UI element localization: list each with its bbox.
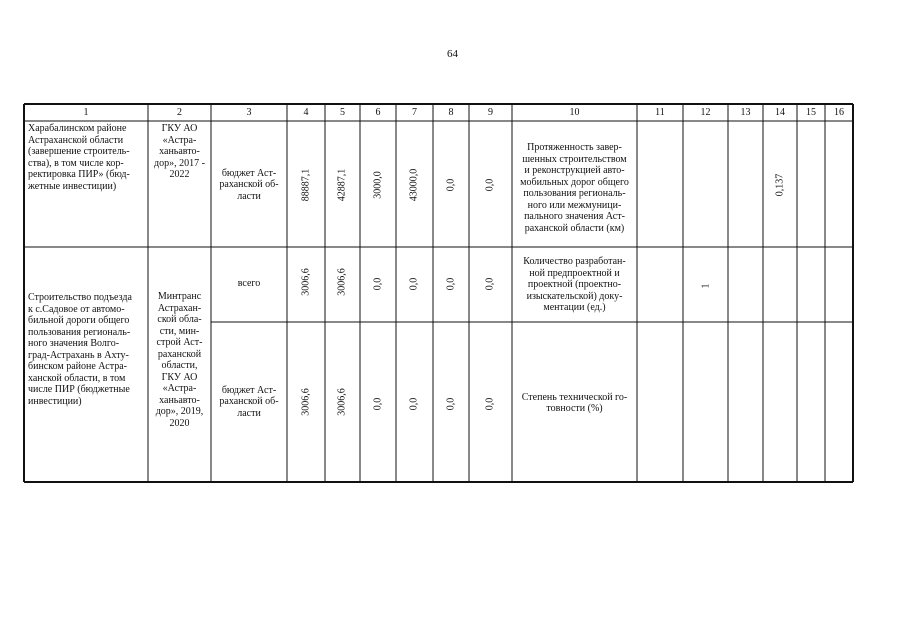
header-cell-1: 1 [83, 106, 89, 118]
row2-sub2-value-col5: 3006,6 [336, 388, 348, 416]
row1-value-col6: 3000,0 [372, 171, 384, 199]
header-cell-4: 4 [303, 106, 309, 118]
row1-funding-source: бюджет Аст- раханской об- ласти [219, 167, 279, 202]
row2-sub2-indicator: Степень технической го- товности (%) [521, 391, 628, 414]
header-cell-14: 14 [775, 106, 785, 118]
row2-sub1-funding-source: всего [237, 278, 261, 290]
row2-sub1-indicator: Количество разработан- ной предпроектной и проектной (проектно- изыскательской) доку- ментации (ед.) [523, 256, 626, 314]
header-cell-9: 9 [488, 106, 493, 118]
row2-sub1-value-col9: 0,0 [484, 277, 496, 291]
header-cell-2: 2 [177, 106, 182, 118]
header-cell-15: 15 [806, 106, 816, 118]
row2-sub2-value-col9: 0,0 [484, 397, 496, 411]
row2-sub2-value-col6: 0,0 [372, 397, 384, 411]
row2-sub1-value-col12: 1 [700, 283, 712, 289]
row2-object-name: Строительство подъезда к с.Садовое от автомо- бильной дороги общего пользования региональ- ного значения Волго- град-Астрахань в Ахту- бинском районе Астра- ханской области, в том числе ПИР (бюджетные инвестиции) [28, 292, 132, 407]
row1-value-col5: 42887,1 [336, 168, 348, 202]
row1-value-col9: 0,0 [484, 178, 496, 192]
row2-sub2-value-col4: 3006,6 [300, 388, 312, 416]
page-number: 64 [447, 48, 458, 60]
header-cell-11: 11 [655, 106, 665, 118]
row1-value-col4: 88887,1 [300, 168, 312, 202]
row2-sub1-value-col7: 0,0 [408, 277, 420, 291]
row1-indicator: Протяженность завер- шенных строительством и реконструкцией авто- мобильных дорог общего пользования региональ- ного или межмуници- пального значения Аст- раханской области (км) [520, 142, 629, 234]
header-cell-7: 7 [412, 106, 417, 118]
row2-sub1-value-col8: 0,0 [445, 277, 457, 291]
row1-executor: ГКУ АО «Астра- ханьавто- дор», 2017 - 2022 [154, 123, 205, 180]
row1-value-col14: 0,137 [774, 173, 786, 197]
row2-sub1-value-col5: 3006,6 [336, 268, 348, 296]
header-cell-6: 6 [375, 106, 381, 118]
row2-sub2-value-col8: 0,0 [445, 397, 457, 411]
row2-sub1-value-col4: 3006,6 [300, 268, 312, 296]
row1-value-col8: 0,0 [445, 178, 457, 192]
header-cell-16: 16 [834, 106, 844, 118]
row1-value-col7: 43000,0 [408, 168, 420, 202]
row1-object-name: Харабалинском районе Астраханской области (завершение строитель- ства), в том числе кор- ректировка ПИР» (бюд- жетные инвестиции) [28, 123, 130, 192]
row2-sub2-value-col7: 0,0 [408, 397, 420, 411]
header-cell-10: 10 [569, 106, 580, 118]
row2-sub2-funding-source: бюджет Аст- раханской об- ласти [219, 384, 279, 419]
header-cell-12: 12 [700, 106, 711, 118]
row2-executor: Минтранс Астрахан- ской обла- сти, мин- строй Аст- раханской области, ГКУ АО «Астра- ханьавто- дор», 2019, 2020 [155, 291, 204, 429]
header-cell-5: 5 [340, 106, 345, 118]
header-cell-13: 13 [740, 106, 751, 118]
row2-sub1-value-col6: 0,0 [372, 277, 384, 291]
header-cell-8: 8 [448, 106, 454, 118]
header-cell-3: 3 [246, 106, 252, 118]
